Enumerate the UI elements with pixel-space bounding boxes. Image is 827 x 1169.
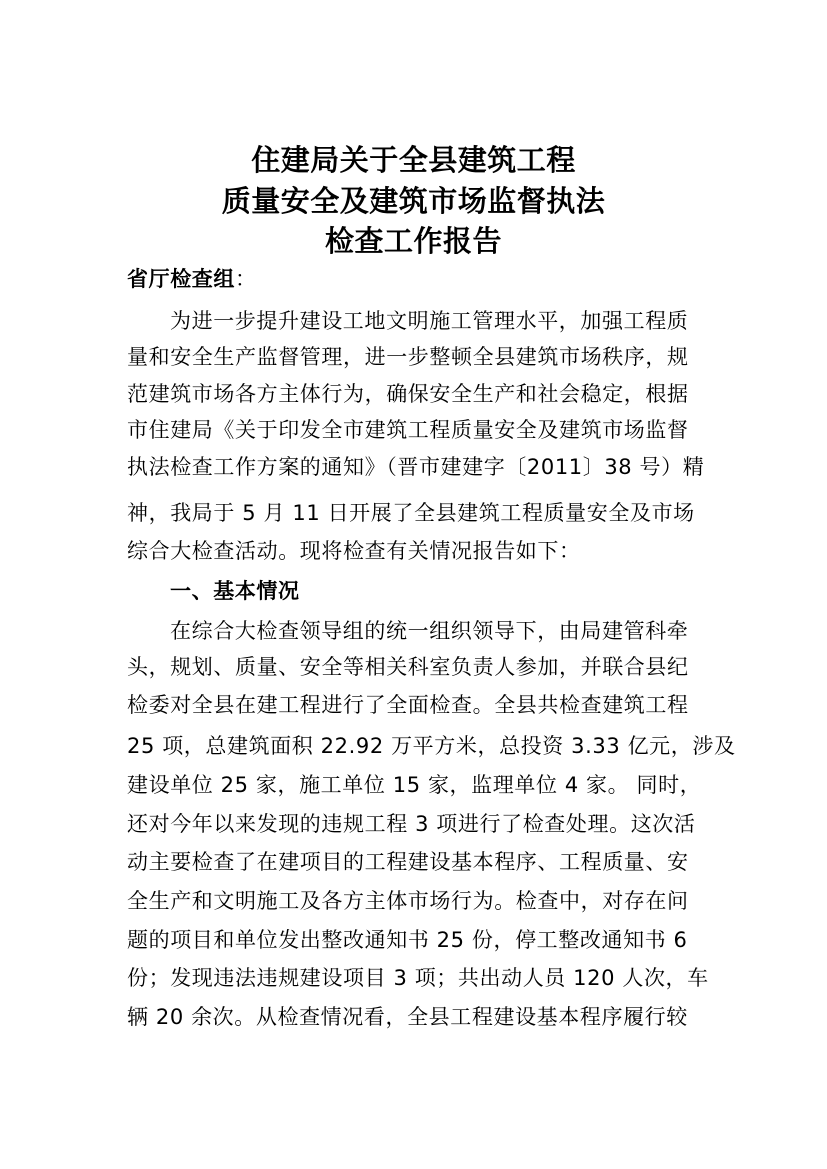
paragraph-2-line-8: 全生产和文明施工及各方主体市场行为。检查中，对存在问	[127, 889, 689, 913]
paragraph-1-line-1: 为进一步提升建设工地文明施工管理水平，加强工程质	[170, 309, 689, 333]
paragraph-1-line-4: 市住建局《关于印发全市建筑工程质量安全及建筑市场监督	[127, 418, 689, 442]
paragraph-1-line-7: 综合大检查活动。现将检查有关情况报告如下：	[127, 539, 581, 563]
paragraph-1-line-6: 神，我局于 5 月 11 日开展了全县建筑工程质量安全及市场	[127, 501, 695, 525]
paragraph-1-line-5: 执法检查工作方案的通知》（晋市建建字〔2011〕38 号）精	[127, 455, 705, 479]
paragraph-2-line-6: 还对今年以来发现的违规工程 3 项进行了检查处理。这次活	[127, 812, 696, 836]
paragraph-2-line-10: 份；发现违法违规建设项目 3 项；共出动人员 120 人次，车	[127, 966, 709, 990]
paragraph-2-line-11: 辆 20 余次。从检查情况看，全县工程建设基本程序履行较	[127, 1005, 688, 1029]
report-title-line-2: 质量安全及建筑市场监督执法	[221, 184, 606, 218]
paragraph-2-line-2: 头，规划、质量、安全等相关科室负责人参加，并联合县纪	[127, 655, 689, 679]
salutation-colon: ：	[235, 267, 257, 291]
paragraph-2-line-4: 25 项，总建筑面积 22.92 万平方米，总投资 3.33 亿元，涉及	[127, 734, 736, 758]
paragraph-1-line-3: 范建筑市场各方主体行为，确保安全生产和社会稳定，根据	[127, 382, 689, 406]
salutation-name: 省厅检查组	[127, 267, 235, 291]
paragraph-2-line-5: 建设单位 25 家，施工单位 15 家，监理单位 4 家。 同时，	[127, 773, 702, 797]
paragraph-2-line-1: 在综合大检查领导组的统一组织领导下，由局建管科牵	[170, 619, 689, 643]
paragraph-2-line-7: 动主要检查了在建项目的工程建设基本程序、工程质量、安	[127, 850, 689, 874]
paragraph-2-line-9: 题的项目和单位发出整改通知书 25 份，停工整改通知书 6	[127, 928, 688, 952]
report-title-line-3: 检查工作报告	[324, 224, 502, 258]
salutation	[127, 262, 257, 296]
paragraph-1-line-2: 量和安全生产监督管理，进一步整顿全县建筑市场秩序，规	[127, 345, 689, 369]
report-title-line-1: 住建局关于全县建筑工程	[251, 143, 576, 177]
section-1-heading: 一、基本情况	[170, 579, 300, 603]
paragraph-2-line-3: 检委对全县在建工程进行了全面检查。全县共检查建筑工程	[127, 693, 689, 717]
